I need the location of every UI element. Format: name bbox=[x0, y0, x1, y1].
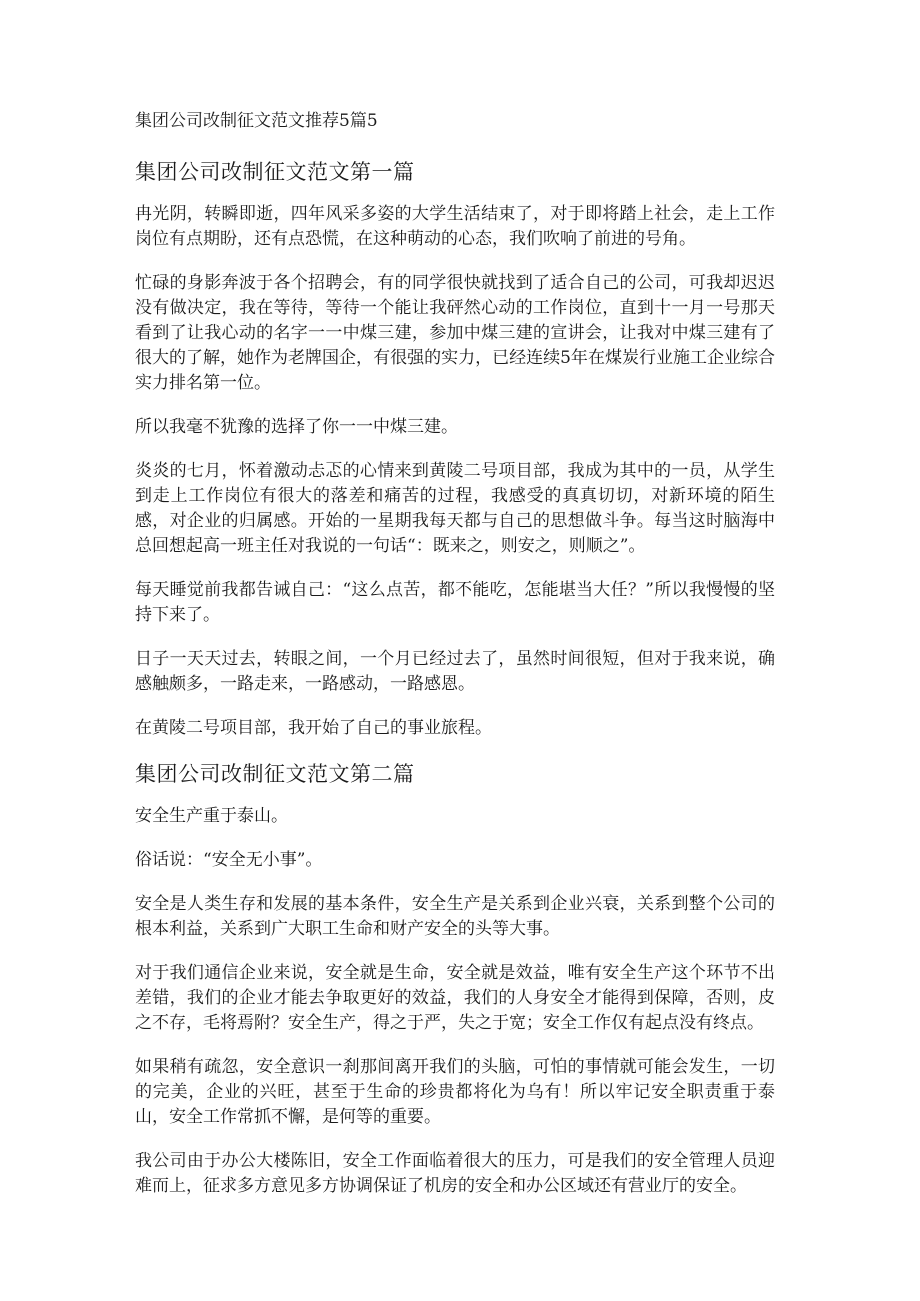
paragraph: 冉光阴，转瞬即逝，四年风采多姿的大学生活结束了，对于即将踏上社会，走上工作岗位有点期盼，还有点恐慌，在这种萌动的心态，我们吹响了前进的号角。 bbox=[135, 204, 775, 249]
section-heading: 集团公司改制征文范文第二篇 bbox=[135, 762, 415, 786]
paragraph: 每天睡觉前我都告诫自己：“这么点苦，都不能吃，怎能堪当大任？”所以我慢慢的坚持下来了。 bbox=[135, 580, 775, 625]
paragraph: 在黄陵二号项目部，我开始了自己的事业旅程。 bbox=[135, 718, 492, 738]
paragraph: 日子一天天过去，转眼之间，一个月已经过去了，虽然时间很短，但对于我来说，确感触颇多，一路走来，一路感动，一路感恩。 bbox=[135, 649, 775, 694]
document-title: 集团公司改制征文范文推荐5篇5 bbox=[135, 111, 378, 131]
paragraph: 我公司由于办公大楼陈旧，安全工作面临着很大的压力，可是我们的安全管理人员迎难而上，征求多方意见多方协调保证了机房的安全和办公区域还有营业厅的安全。 bbox=[135, 1151, 775, 1196]
document-body bbox=[135, 108, 775, 1218]
paragraph: 俗话说：“安全无小事”。 bbox=[135, 850, 323, 870]
paragraph: 炎炎的七月，怀着激动忐忑的心情来到黄陵二号项目部，我成为其中的一员，从学生到走上工作岗位有很大的落差和痛苦的过程，我感受的真真切切，对新环境的陌生感，对企业的归属感。开始的一星期我每天都与自己的思想做斗争。每当这时脑海中总回想起高一班主任对我说的一句话“：既来之，则安之，则顺之”。 bbox=[135, 461, 775, 556]
paragraph: 安全是人类生存和发展的基本条件，安全生产是关系到企业兴衰，关系到整个公司的根本利益，关系到广大职工生命和财产安全的头等大事。 bbox=[135, 894, 775, 939]
paragraph: 对于我们通信企业来说，安全就是生命，安全就是效益，唯有安全生产这个环节不出差错，我们的企业才能去争取更好的效益，我们的人身安全才能得到保障，否则，皮之不存，毛将焉附？安全生产，得之于严，失之于宽；安全工作仅有起点没有终点。 bbox=[135, 963, 775, 1033]
section-2 bbox=[135, 760, 775, 1199]
paragraph: 如果稍有疏忽，安全意识一刹那间离开我们的头脑，可怕的事情就可能会发生，一切的完美，企业的兴旺，甚至于生命的珍贵都将化为乌有！所以牢记安全职责重于泰山，安全工作常抓不懈，是何等的重要。 bbox=[135, 1057, 775, 1127]
section-heading: 集团公司改制征文范文第一篇 bbox=[135, 160, 415, 184]
paragraph: 忙碌的身影奔波于各个招聘会，有的同学很快就找到了适合自己的公司，可我却迟迟没有做决定，我在等待，等待一个能让我砰然心动的工作岗位，直到十一月一号那天看到了让我心动的名字一一中煤三建，参加中煤三建的宣讲会，让我对中煤三建有了很大的了解，她作为老牌国企，有很强的实力，已经连续5年在煤炭行业施工企业综合实力排名第一位。 bbox=[135, 273, 775, 393]
section-1 bbox=[135, 158, 775, 741]
paragraph: 所以我毫不犹豫的选择了你一一中煤三建。 bbox=[135, 417, 458, 437]
paragraph: 安全生产重于泰山。 bbox=[135, 806, 288, 826]
